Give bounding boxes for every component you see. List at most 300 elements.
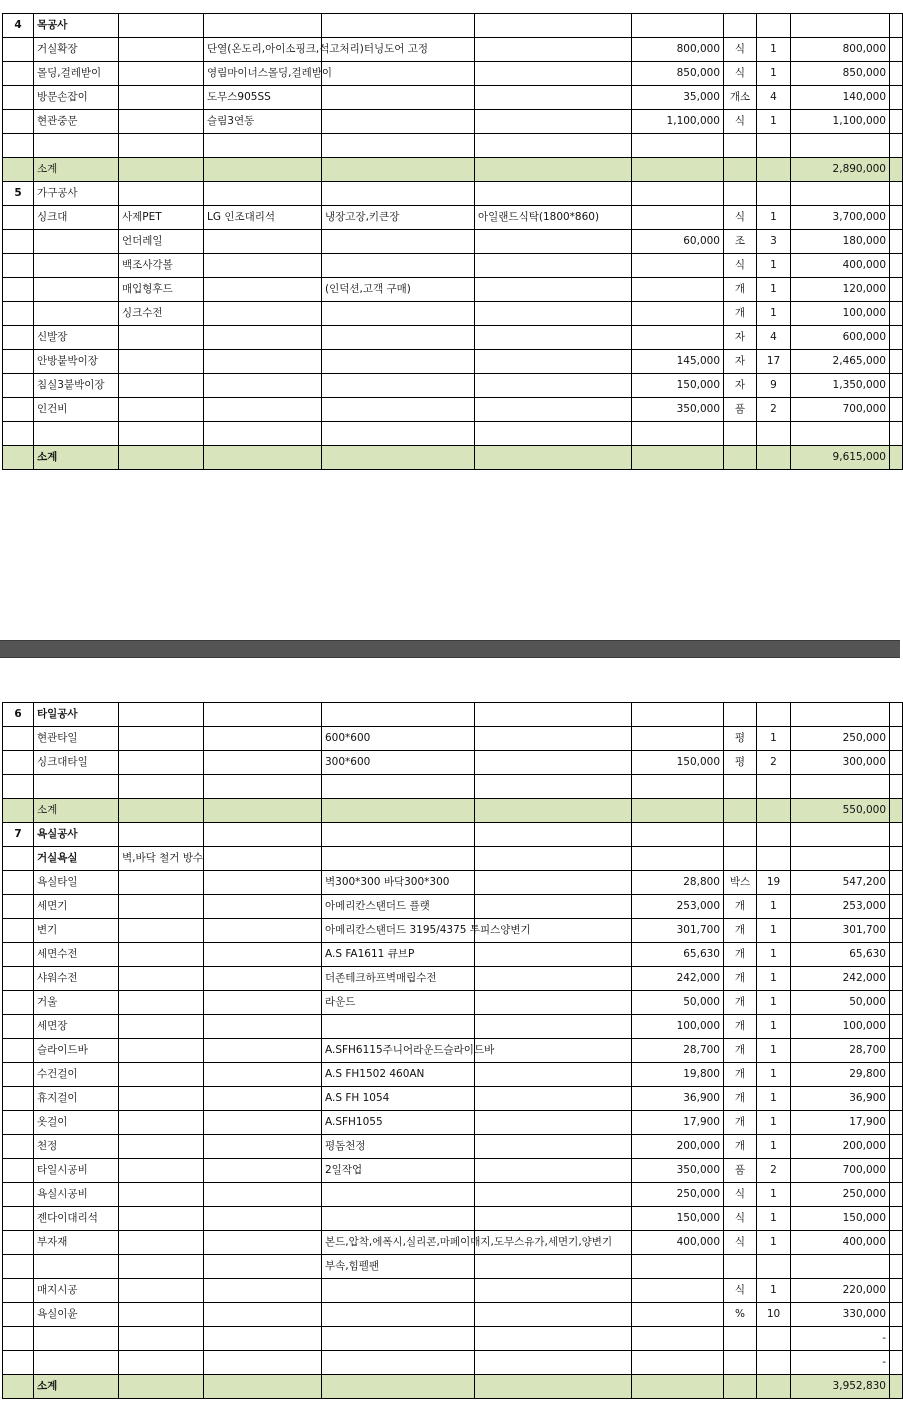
cell-item xyxy=(34,1351,119,1375)
cell-qty: 1 xyxy=(757,1279,791,1303)
cell-edge xyxy=(890,1279,903,1303)
cell-edge xyxy=(890,1327,903,1351)
cell-spec-b: 단열(온도리,아이소핑크,석고처리)터닝도어 고정 xyxy=(204,38,322,62)
cell-qty: 1 xyxy=(757,278,791,302)
cell-unit: 자 xyxy=(724,374,757,398)
cell-qty: 1 xyxy=(757,1207,791,1231)
cell-unit-price xyxy=(632,775,724,799)
cell-edge xyxy=(890,751,903,775)
cell-spec-c xyxy=(322,326,475,350)
cell-unit-price xyxy=(632,206,724,230)
cell-unit-price: 100,000 xyxy=(632,1015,724,1039)
table-row xyxy=(3,1183,903,1207)
cell-amount: 700,000 xyxy=(791,1159,890,1183)
cell-qty: 1 xyxy=(757,1087,791,1111)
cell-unit xyxy=(724,1351,757,1375)
cell-item: 휴지걸이 xyxy=(34,1087,119,1111)
cell-unit-price xyxy=(632,326,724,350)
cell-qty: 3 xyxy=(757,230,791,254)
cell-no xyxy=(3,1255,34,1279)
cell-amount: 2,890,000 xyxy=(791,158,890,182)
cell-edge xyxy=(890,991,903,1015)
cell-unit-price xyxy=(632,302,724,326)
table-row xyxy=(3,751,903,775)
cell-unit-price: 350,000 xyxy=(632,1159,724,1183)
cell-no xyxy=(3,1207,34,1231)
cell-spec-b xyxy=(204,182,322,206)
cell-unit-price xyxy=(632,422,724,446)
cell-item: 욕실이윤 xyxy=(34,1303,119,1327)
cell-edge xyxy=(890,326,903,350)
table-row xyxy=(3,326,903,350)
cell-unit xyxy=(724,1375,757,1399)
cell-qty: 1 xyxy=(757,991,791,1015)
cell-spec-b xyxy=(204,350,322,374)
cell-edge xyxy=(890,446,903,470)
cell-amount: 242,000 xyxy=(791,967,890,991)
cell-amount: 140,000 xyxy=(791,86,890,110)
cell-item: 싱크대타일 xyxy=(34,751,119,775)
cell-spec-d xyxy=(475,302,632,326)
cell-item: 매지시공 xyxy=(34,1279,119,1303)
cell-unit: 평 xyxy=(724,727,757,751)
cell-spec-a xyxy=(119,967,204,991)
cell-no xyxy=(3,158,34,182)
cell-no xyxy=(3,1231,34,1255)
cell-qty xyxy=(757,823,791,847)
cell-amount xyxy=(791,134,890,158)
cell-spec-a xyxy=(119,703,204,727)
cell-unit: 개 xyxy=(724,967,757,991)
cell-unit-price xyxy=(632,727,724,751)
cell-item: 싱크대 xyxy=(34,206,119,230)
cell-amount: 28,700 xyxy=(791,1039,890,1063)
cell-qty xyxy=(757,1255,791,1279)
cell-qty: 1 xyxy=(757,1015,791,1039)
cell-item: 천정 xyxy=(34,1135,119,1159)
cell-spec-a xyxy=(119,374,204,398)
cell-spec-a xyxy=(119,775,204,799)
cell-amount: 9,615,000 xyxy=(791,446,890,470)
cell-no xyxy=(3,775,34,799)
cell-qty: 1 xyxy=(757,727,791,751)
cell-edge xyxy=(890,1087,903,1111)
cell-unit-price: 150,000 xyxy=(632,751,724,775)
cell-no xyxy=(3,254,34,278)
cell-amount: 1,100,000 xyxy=(791,110,890,134)
cell-no xyxy=(3,1087,34,1111)
cell-spec-d xyxy=(475,1207,632,1231)
cell-unit: 식 xyxy=(724,254,757,278)
table-row xyxy=(3,302,903,326)
cell-no: 6 xyxy=(3,703,34,727)
cell-spec-b xyxy=(204,919,322,943)
cell-spec-c: 라운드 xyxy=(322,991,475,1015)
cell-no xyxy=(3,991,34,1015)
cell-edge xyxy=(890,134,903,158)
cell-edge xyxy=(890,110,903,134)
cell-spec-c: 2일작업 xyxy=(322,1159,475,1183)
estimate-table-section-2 xyxy=(2,702,903,1399)
cell-amount: 2,465,000 xyxy=(791,350,890,374)
cell-spec-d xyxy=(475,1183,632,1207)
cell-qty: 1 xyxy=(757,1063,791,1087)
cell-unit: 개 xyxy=(724,1063,757,1087)
cell-qty xyxy=(757,1351,791,1375)
cell-unit-price xyxy=(632,1351,724,1375)
cell-spec-b xyxy=(204,895,322,919)
cell-spec-b xyxy=(204,374,322,398)
cell-spec-a: 벽,바닥 철거 방수 xyxy=(119,847,204,871)
cell-amount: 200,000 xyxy=(791,1135,890,1159)
cell-edge xyxy=(890,871,903,895)
cell-unit: 개 xyxy=(724,991,757,1015)
cell-unit: 개 xyxy=(724,895,757,919)
cell-edge xyxy=(890,14,903,38)
cell-spec-b xyxy=(204,158,322,182)
section-header-row xyxy=(3,14,903,38)
cell-no xyxy=(3,446,34,470)
cell-item xyxy=(34,134,119,158)
cell-spec-b xyxy=(204,1351,322,1375)
cell-spec-c xyxy=(322,374,475,398)
cell-unit-price: 150,000 xyxy=(632,1207,724,1231)
cell-unit-price: 400,000 xyxy=(632,1231,724,1255)
cell-edge xyxy=(890,350,903,374)
cell-unit-price: 60,000 xyxy=(632,230,724,254)
cell-amount: 1,350,000 xyxy=(791,374,890,398)
cell-amount: 800,000 xyxy=(791,38,890,62)
cell-spec-a xyxy=(119,1159,204,1183)
table-row xyxy=(3,134,903,158)
cell-unit: 식 xyxy=(724,1231,757,1255)
cell-spec-b xyxy=(204,1063,322,1087)
cell-edge xyxy=(890,895,903,919)
cell-unit: 개 xyxy=(724,1087,757,1111)
cell-spec-b xyxy=(204,751,322,775)
cell-unit-price xyxy=(632,1303,724,1327)
cell-item: 세면수전 xyxy=(34,943,119,967)
cell-spec-d xyxy=(475,374,632,398)
cell-unit-price: 35,000 xyxy=(632,86,724,110)
cell-spec-d xyxy=(475,1255,632,1279)
cell-spec-a xyxy=(119,1231,204,1255)
cell-amount: 253,000 xyxy=(791,895,890,919)
cell-edge xyxy=(890,1207,903,1231)
section-header-row xyxy=(3,847,903,871)
cell-edge xyxy=(890,398,903,422)
cell-spec-d xyxy=(475,350,632,374)
cell-amount: 250,000 xyxy=(791,727,890,751)
cell-qty xyxy=(757,446,791,470)
cell-qty xyxy=(757,134,791,158)
cell-spec-c: 더존테크하프벽매립수전 xyxy=(322,967,475,991)
section-header-row xyxy=(3,703,903,727)
cell-unit xyxy=(724,799,757,823)
cell-unit: 자 xyxy=(724,326,757,350)
cell-spec-a xyxy=(119,1087,204,1111)
cell-item: 젠다이대리석 xyxy=(34,1207,119,1231)
cell-spec-d xyxy=(475,751,632,775)
cell-spec-a xyxy=(119,1063,204,1087)
cell-spec-b: 도무스905SS xyxy=(204,86,322,110)
cell-spec-a xyxy=(119,1039,204,1063)
cell-edge xyxy=(890,1375,903,1399)
cell-qty: 1 xyxy=(757,1183,791,1207)
cell-spec-d xyxy=(475,1351,632,1375)
cell-edge xyxy=(890,1351,903,1375)
cell-unit-price: 36,900 xyxy=(632,1087,724,1111)
cell-amount: 547,200 xyxy=(791,871,890,895)
cell-edge xyxy=(890,1111,903,1135)
cell-spec-d xyxy=(475,823,632,847)
cell-item: 몰딩,걸레받이 xyxy=(34,62,119,86)
cell-spec-a xyxy=(119,991,204,1015)
cell-amount: 850,000 xyxy=(791,62,890,86)
cell-edge xyxy=(890,422,903,446)
cell-amount: 220,000 xyxy=(791,1279,890,1303)
cell-unit: 식 xyxy=(724,1279,757,1303)
table-row xyxy=(3,110,903,134)
cell-spec-a: 사제PET xyxy=(119,206,204,230)
cell-spec-b xyxy=(204,1207,322,1231)
cell-spec-c xyxy=(322,62,475,86)
cell-spec-d xyxy=(475,278,632,302)
cell-qty xyxy=(757,1375,791,1399)
cell-item xyxy=(34,1255,119,1279)
cell-unit-price: 65,630 xyxy=(632,943,724,967)
cell-spec-c: 본드,압착,에폭시,실리콘,마페이매지,도무스유가,세면기,양변기 xyxy=(322,1231,475,1255)
table-row xyxy=(3,871,903,895)
cell-unit-price: 242,000 xyxy=(632,967,724,991)
cell-spec-d xyxy=(475,727,632,751)
cell-amount: 600,000 xyxy=(791,326,890,350)
cell-spec-c: A.SFH6115주니어라운드슬라이드바 xyxy=(322,1039,475,1063)
cell-spec-d xyxy=(475,38,632,62)
cell-spec-c xyxy=(322,1303,475,1327)
cell-edge xyxy=(890,775,903,799)
cell-spec-d xyxy=(475,871,632,895)
cell-qty: 4 xyxy=(757,86,791,110)
cell-spec-d xyxy=(475,230,632,254)
cell-edge xyxy=(890,1231,903,1255)
table-row xyxy=(3,398,903,422)
cell-amount: 50,000 xyxy=(791,991,890,1015)
cell-spec-a xyxy=(119,1183,204,1207)
cell-spec-a: 백조사각볼 xyxy=(119,254,204,278)
cell-spec-b xyxy=(204,1303,322,1327)
cell-unit-price xyxy=(632,703,724,727)
cell-spec-b xyxy=(204,446,322,470)
cell-unit-price xyxy=(632,254,724,278)
cell-spec-c xyxy=(322,158,475,182)
cell-spec-d xyxy=(475,775,632,799)
cell-spec-a xyxy=(119,398,204,422)
cell-unit xyxy=(724,158,757,182)
cell-unit-price: 150,000 xyxy=(632,374,724,398)
cell-spec-d xyxy=(475,991,632,1015)
cell-no xyxy=(3,422,34,446)
cell-unit: 품 xyxy=(724,1159,757,1183)
cell-item: 인건비 xyxy=(34,398,119,422)
cell-no xyxy=(3,302,34,326)
cell-spec-b: 영림마이너스몰딩,걸레받이 xyxy=(204,62,322,86)
cell-unit: 박스 xyxy=(724,871,757,895)
cell-no xyxy=(3,1039,34,1063)
cell-unit-price xyxy=(632,799,724,823)
cell-no xyxy=(3,398,34,422)
cell-spec-d xyxy=(475,110,632,134)
cell-spec-b xyxy=(204,14,322,38)
cell-no xyxy=(3,895,34,919)
table-row xyxy=(3,919,903,943)
cell-item: 현관중문 xyxy=(34,110,119,134)
cell-no xyxy=(3,1135,34,1159)
cell-edge xyxy=(890,206,903,230)
cell-amount: 550,000 xyxy=(791,799,890,823)
cell-spec-a xyxy=(119,1135,204,1159)
cell-spec-b xyxy=(204,703,322,727)
cell-amount: 400,000 xyxy=(791,254,890,278)
cell-qty: 1 xyxy=(757,895,791,919)
cell-item: 욕실공사 xyxy=(34,823,119,847)
cell-no xyxy=(3,1327,34,1351)
cell-item: 세면장 xyxy=(34,1015,119,1039)
cell-spec-b xyxy=(204,823,322,847)
cell-spec-b xyxy=(204,727,322,751)
cell-spec-a xyxy=(119,751,204,775)
cell-item: 타일공사 xyxy=(34,703,119,727)
table-row xyxy=(3,278,903,302)
cell-item: 거실확장 xyxy=(34,38,119,62)
cell-spec-a xyxy=(119,422,204,446)
cell-no xyxy=(3,967,34,991)
cell-spec-c xyxy=(322,350,475,374)
estimate-table-section-1 xyxy=(2,13,903,470)
cell-spec-a xyxy=(119,1255,204,1279)
cell-spec-b xyxy=(204,230,322,254)
cell-unit-price: 145,000 xyxy=(632,350,724,374)
cell-spec-c xyxy=(322,134,475,158)
cell-spec-d xyxy=(475,847,632,871)
cell-edge xyxy=(890,1039,903,1063)
cell-unit-price: 50,000 xyxy=(632,991,724,1015)
cell-no xyxy=(3,62,34,86)
cell-spec-b xyxy=(204,967,322,991)
cell-spec-d xyxy=(475,86,632,110)
cell-item: 거울 xyxy=(34,991,119,1015)
cell-spec-d xyxy=(475,1375,632,1399)
cell-spec-a xyxy=(119,871,204,895)
cell-item: 침실3붙박이장 xyxy=(34,374,119,398)
cell-spec-c: A.S FH1502 460AN xyxy=(322,1063,475,1087)
cell-edge xyxy=(890,823,903,847)
cell-qty: 2 xyxy=(757,751,791,775)
cell-item: 옷걸이 xyxy=(34,1111,119,1135)
subtotal-row xyxy=(3,1375,903,1399)
cell-spec-c: 300*600 xyxy=(322,751,475,775)
cell-amount xyxy=(791,703,890,727)
cell-item xyxy=(34,230,119,254)
table-row xyxy=(3,1135,903,1159)
cell-spec-a xyxy=(119,86,204,110)
cell-item xyxy=(34,302,119,326)
table-row xyxy=(3,1087,903,1111)
cell-amount: 36,900 xyxy=(791,1087,890,1111)
cell-amount xyxy=(791,422,890,446)
cell-qty xyxy=(757,158,791,182)
cell-spec-c: 벽300*300 바닥300*300 xyxy=(322,871,475,895)
cell-amount: - xyxy=(791,1327,890,1351)
cell-unit-price: 250,000 xyxy=(632,1183,724,1207)
cell-unit-price: 850,000 xyxy=(632,62,724,86)
cell-unit-price: 253,000 xyxy=(632,895,724,919)
cell-spec-c xyxy=(322,254,475,278)
cell-spec-b xyxy=(204,847,322,871)
cell-unit-price: 19,800 xyxy=(632,1063,724,1087)
cell-unit-price xyxy=(632,134,724,158)
cell-spec-c xyxy=(322,1015,475,1039)
table-row xyxy=(3,1159,903,1183)
cell-amount: 700,000 xyxy=(791,398,890,422)
cell-edge xyxy=(890,278,903,302)
cell-item: 소계 xyxy=(34,1375,119,1399)
table-row xyxy=(3,230,903,254)
cell-no xyxy=(3,38,34,62)
cell-no xyxy=(3,751,34,775)
cell-spec-a: 매입형후드 xyxy=(119,278,204,302)
cell-unit xyxy=(724,422,757,446)
cell-amount: 17,900 xyxy=(791,1111,890,1135)
cell-item xyxy=(34,422,119,446)
cell-amount: 301,700 xyxy=(791,919,890,943)
cell-spec-d xyxy=(475,62,632,86)
cell-item: 욕실타일 xyxy=(34,871,119,895)
cell-amount xyxy=(791,182,890,206)
cell-qty: 2 xyxy=(757,398,791,422)
cell-qty: 1 xyxy=(757,1231,791,1255)
cell-qty: 1 xyxy=(757,1111,791,1135)
cell-item: 부자재 xyxy=(34,1231,119,1255)
cell-edge xyxy=(890,1255,903,1279)
cell-spec-b xyxy=(204,1111,322,1135)
cell-amount: 330,000 xyxy=(791,1303,890,1327)
cell-qty: 1 xyxy=(757,1135,791,1159)
cell-spec-c xyxy=(322,1279,475,1303)
cell-spec-c: 부속,힘펠팬 xyxy=(322,1255,475,1279)
cell-edge xyxy=(890,158,903,182)
cell-spec-c xyxy=(322,775,475,799)
cell-qty: 10 xyxy=(757,1303,791,1327)
cell-spec-a xyxy=(119,1351,204,1375)
cell-item: 소계 xyxy=(34,158,119,182)
cell-spec-b xyxy=(204,943,322,967)
cell-unit: 개소 xyxy=(724,86,757,110)
cell-spec-a xyxy=(119,62,204,86)
cell-spec-c: A.S FA1611 큐브P xyxy=(322,943,475,967)
table-row xyxy=(3,943,903,967)
cell-spec-d xyxy=(475,1159,632,1183)
cell-qty: 1 xyxy=(757,919,791,943)
cell-amount: 100,000 xyxy=(791,302,890,326)
cell-no xyxy=(3,1279,34,1303)
cell-unit: 식 xyxy=(724,1207,757,1231)
cell-edge xyxy=(890,727,903,751)
cell-item: 욕실시공비 xyxy=(34,1183,119,1207)
cell-amount: 300,000 xyxy=(791,751,890,775)
cell-qty xyxy=(757,703,791,727)
cell-spec-b: 슬림3연동 xyxy=(204,110,322,134)
